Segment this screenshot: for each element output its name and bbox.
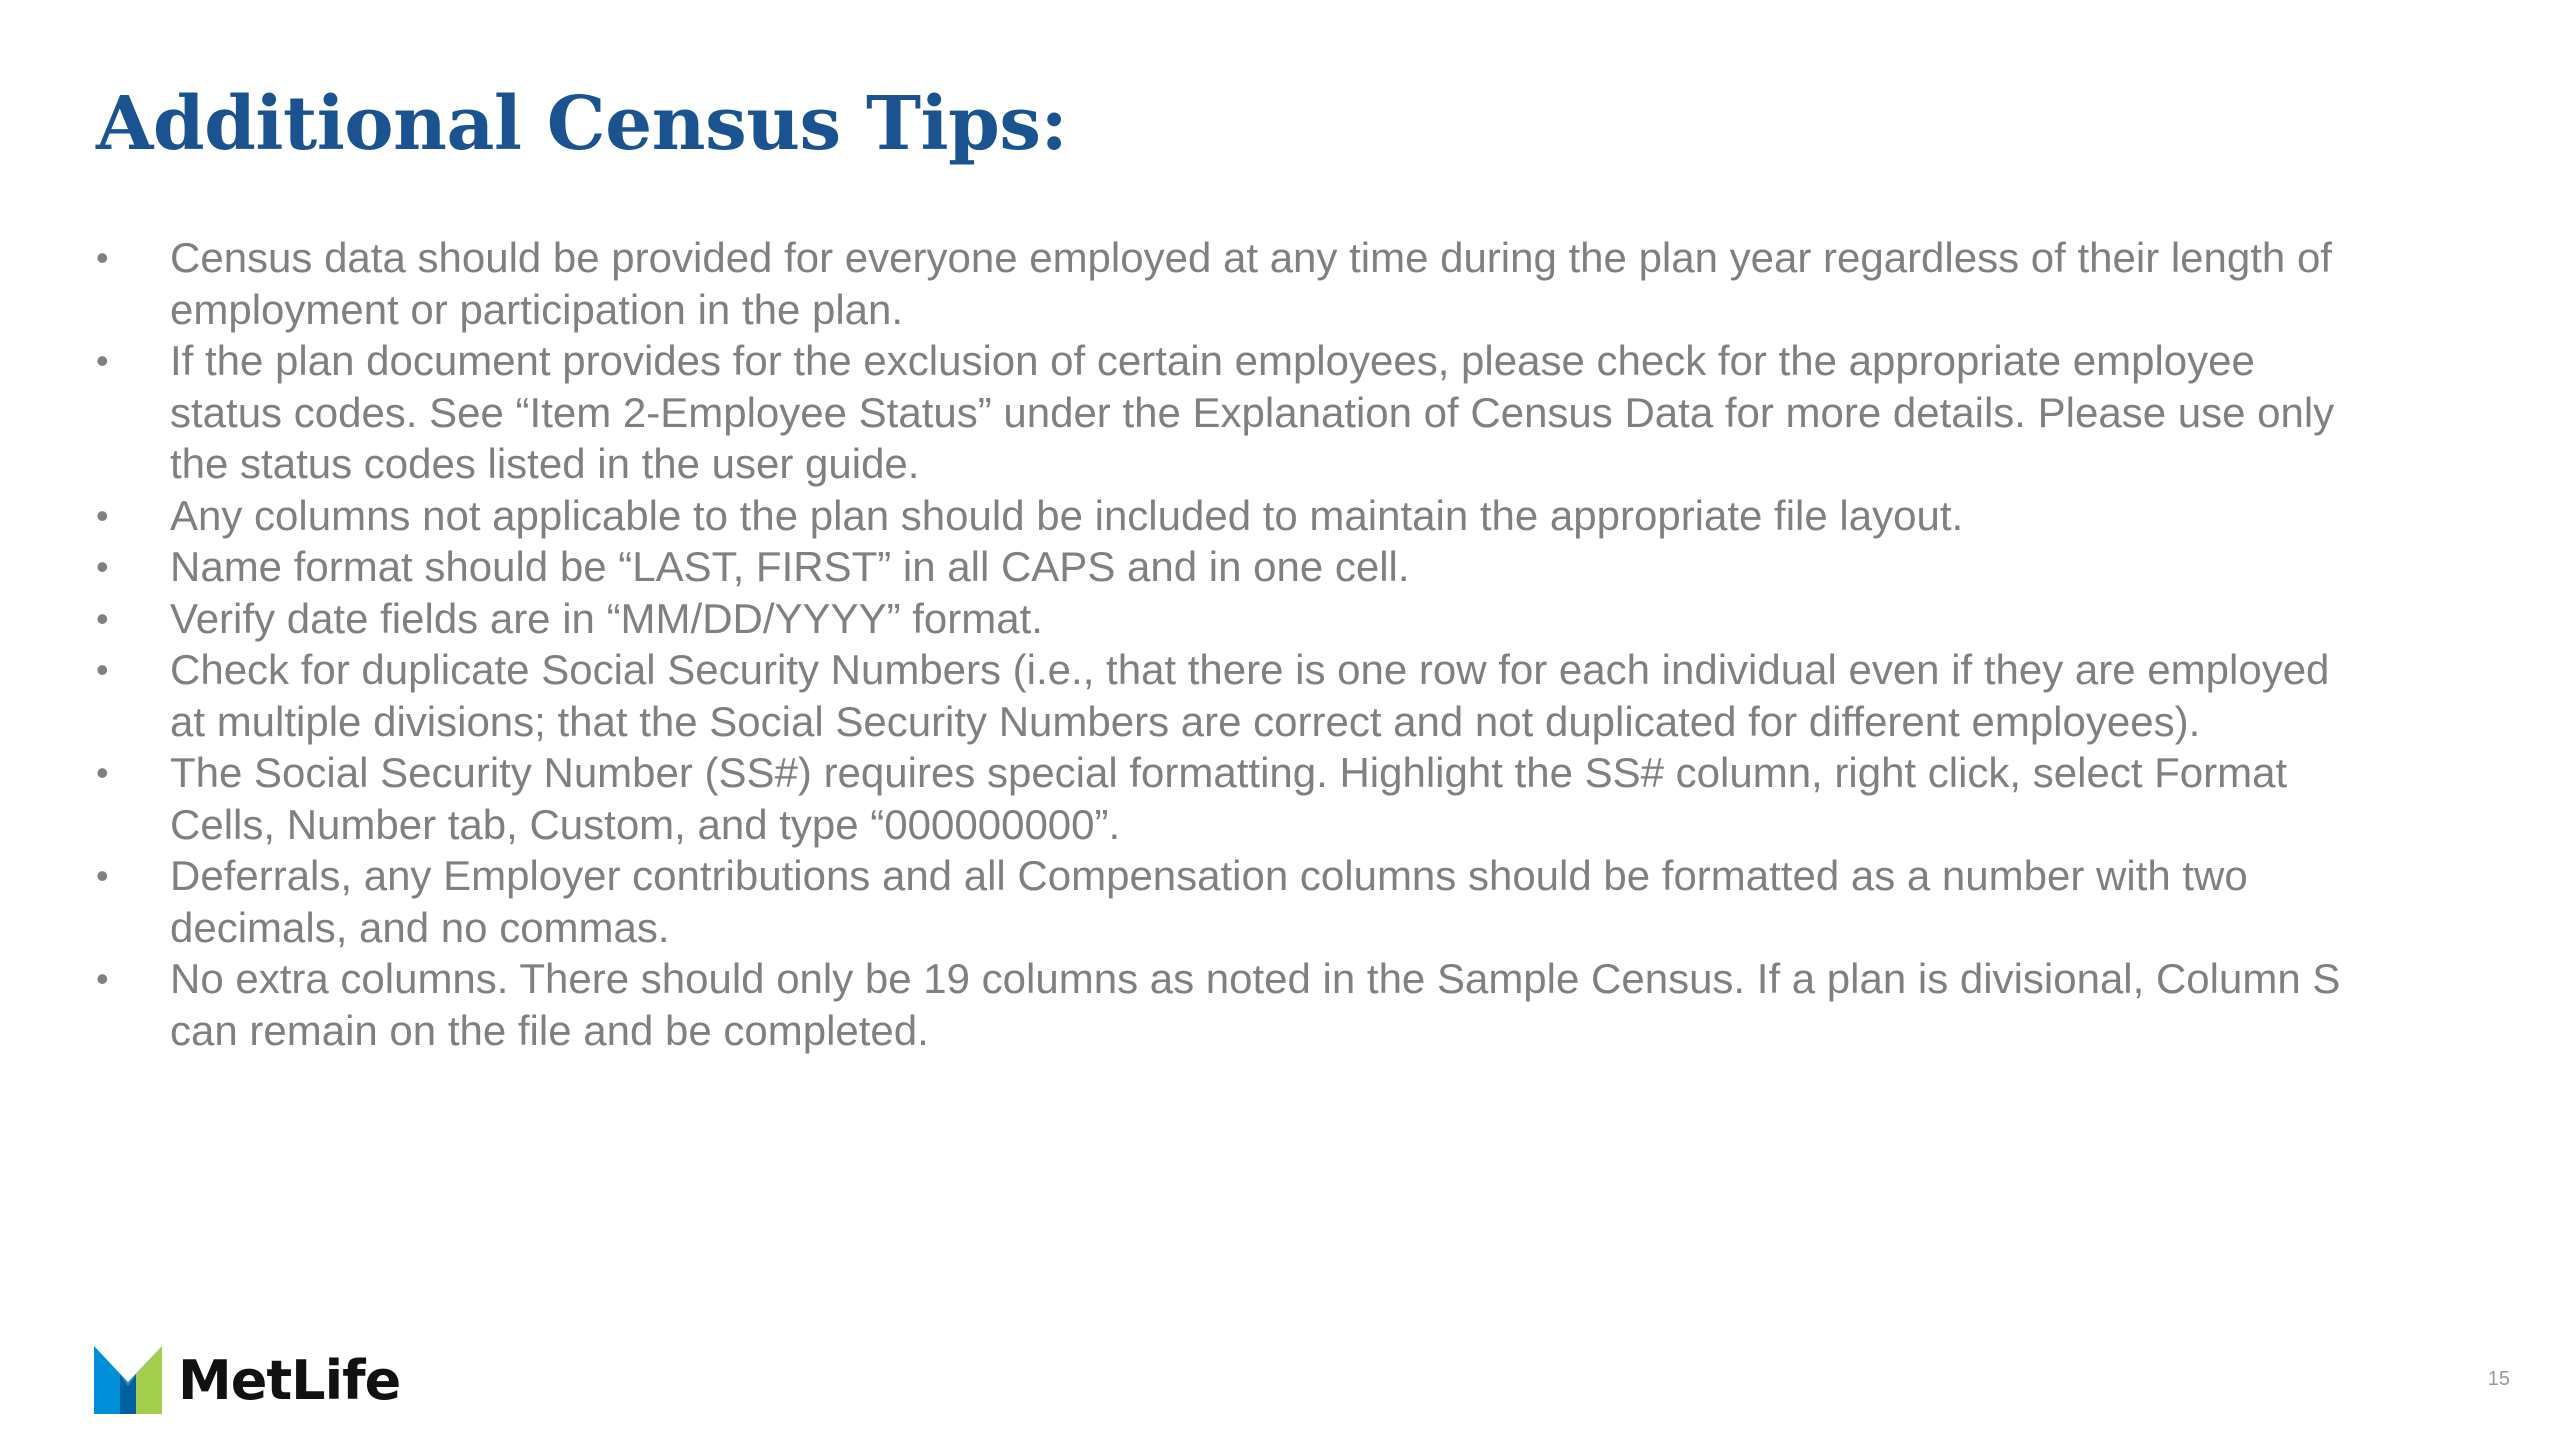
slide-title: Additional Census Tips: — [96, 81, 1068, 167]
list-item — [96, 232, 2346, 335]
bullet-text: The Social Security Number (SS#) requires special formatting. Highlight the SS# column, right click, select Format Cells, Number tab, Custom, and type “000000000”. — [170, 749, 2288, 848]
bullet-text: Verify date fields are in “MM/DD/YYYY” format. — [170, 594, 1043, 642]
metlife-logo — [94, 1346, 400, 1414]
list-item — [96, 541, 2346, 593]
logo-wordmark: MetLife — [178, 1348, 401, 1412]
bullet-list — [96, 232, 2346, 1056]
list-item — [96, 953, 2346, 1056]
list-item — [96, 747, 2346, 850]
bullet-icon: • — [96, 494, 109, 536]
bullet-text: Any columns not applicable to the plan should be included to maintain the appropriate file layout. — [170, 491, 1964, 539]
bullet-icon: • — [96, 649, 109, 690]
bullet-text: If the plan document provides for the exclusion of certain employees, please check for the appropriate employee status codes. See “Item 2-Employee Status” under the Explanation of Census Data for more details. Please use only the status codes listed in the user guide. — [170, 337, 2335, 487]
bullet-text: Name format should be “LAST, FIRST” in all CAPS and in one cell. — [170, 543, 1410, 590]
list-item — [96, 850, 2346, 953]
page-number: 15 — [2487, 1368, 2510, 1390]
bullet-text: No extra columns. There should only be 19 columns as noted in the Sample Census. If a plan is divisional, Column S can remain on the file and be completed. — [170, 955, 2341, 1054]
bullet-icon: • — [96, 855, 109, 896]
list-item — [96, 335, 2346, 490]
bullet-icon: • — [96, 340, 109, 381]
list-item — [96, 490, 2346, 542]
list-item — [96, 644, 2346, 747]
metlife-logo-icon — [94, 1346, 162, 1414]
list-item — [96, 593, 2346, 645]
bullet-icon: • — [96, 752, 109, 793]
bullet-text: Deferrals, any Employer contributions and all Compensation columns should be formatted as a number with two decimals, and no commas. — [170, 852, 2248, 951]
bullet-icon: • — [96, 546, 109, 587]
bullet-icon: • — [96, 237, 109, 278]
bullet-text: Census data should be provided for everyone employed at any time during the plan year regardless of their length of employment or participation in the plan. — [170, 234, 2332, 333]
bullet-icon: • — [96, 958, 109, 999]
bullet-text: Check for duplicate Social Security Numbers (i.e., that there is one row for each individual even if they are employed at multiple divisions; that the Social Security Numbers are correct and not duplicated for different employees). — [170, 646, 2330, 745]
bullet-icon: • — [96, 597, 109, 639]
